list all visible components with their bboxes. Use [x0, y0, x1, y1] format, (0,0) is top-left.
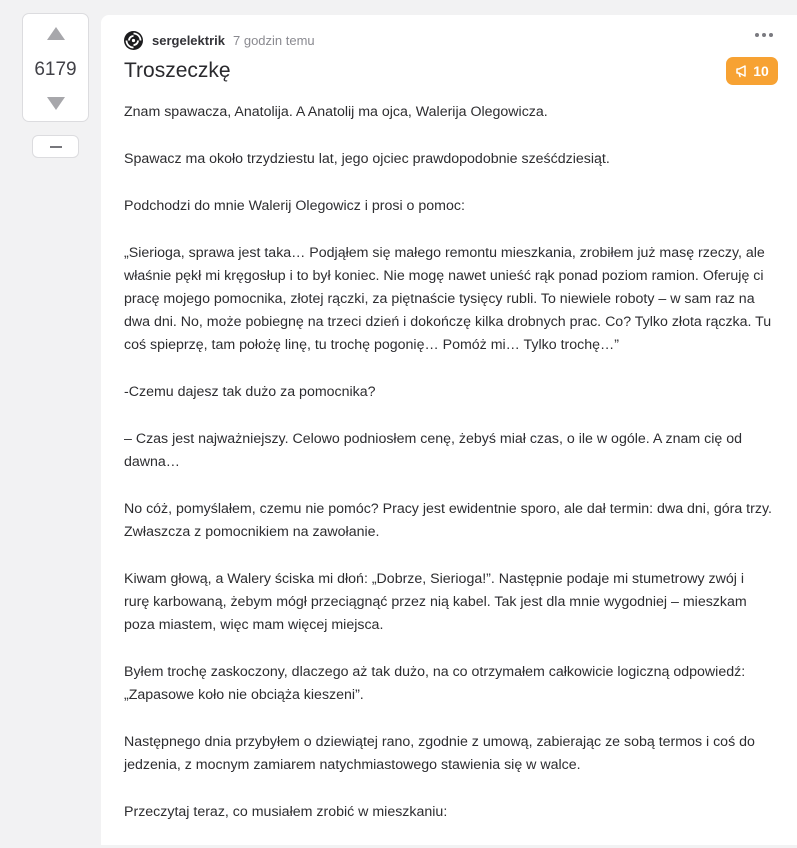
paragraph: „Sierioga, sprawa jest taka… Podjąłem się małego remontu mieszkania, zrobiłem już masę rzeczy, ale właśnie pękł mi kręgosłup i to był koniec. Nie mogę nawet unieść rąk ponad poziom ramion. Oferuję ci pracę mojego pomocnika, złotej rączki, za piętnaście tysięcy rubli. To niewiele roboty – w sam raz na dwa dni. No, może pobiegnę na trzeci dzień i dokończę kilka drobnych prac. Co? Tylko złota rączka. Tu coś spieprzę, tam położę linę, tu trochę pogonię… Pomóż mi… Tylko trochę…”: [124, 245, 772, 353]
paragraph: Następnego dnia przybyłem o dziewiątej rano, zgodnie z umową, zabierając ze sobą termos i coś do jedzenia, z mocnym zamiarem natychmiastowego stawienia się w walce.: [124, 734, 755, 773]
paragraph: No cóż, pomyślałem, czemu nie pomóc? Pracy jest ewidentnie sporo, ale dał termin: dwa dni, góra trzy. Zwłaszcza z pomocnikiem na zawołanie.: [124, 501, 772, 540]
paragraph: Znam spawacza, Anatolija. A Anatolij ma ojca, Walerija Olegowicza.: [124, 104, 548, 120]
paragraph: – Czas jest najważniejszy. Celowo podniosłem cenę, żebyś miał czas, o ile w ogóle. A znam cię od dawna…: [124, 431, 742, 470]
post-header: [124, 30, 315, 50]
megaphone-icon: [735, 64, 749, 78]
vote-widget: [22, 13, 89, 122]
paragraph: Spawacz ma około trzydziestu lat, jego ojciec prawdopodobnie sześćdziesiąt.: [124, 151, 610, 167]
paragraph: Przeczytaj teraz, co musiałem zrobić w mieszkaniu:: [124, 804, 448, 820]
post-time: 7 godzin temu: [233, 32, 315, 48]
dot: [762, 33, 766, 37]
awards-count: 10: [753, 63, 769, 79]
dot: [755, 33, 759, 37]
paragraph: Podchodzi do mnie Walerij Olegowicz i prosi o pomoc:: [124, 198, 465, 214]
post-card: [101, 15, 797, 845]
more-horizontal-icon[interactable]: [755, 33, 773, 37]
collapse-button[interactable]: [32, 135, 79, 158]
triangle-down-icon[interactable]: [47, 97, 65, 110]
vote-count: 6179: [34, 59, 77, 80]
dot: [769, 33, 773, 37]
avatar-swirl-icon[interactable]: [124, 31, 143, 50]
paragraph: Kiwam głową, a Walery ściska mi dłoń: „Dobrze, Sierioga!”. Następnie podaje mi stumetrowy zwój i rurę karbowaną, żebym mógł przeciągnąć przez nią kabel. Tak jest dla mnie wygodniej – mieszkam poza miastem, więc mam więcej miejsca.: [124, 571, 747, 633]
awards-badge[interactable]: [726, 57, 778, 85]
post-title[interactable]: Troszeczkę: [124, 59, 231, 82]
author-name[interactable]: sergelektrik: [152, 32, 225, 48]
paragraph: Byłem trochę zaskoczony, dlaczego aż tak dużo, na co otrzymałem całkowicie logiczną odpowiedź: „Zapasowe koło nie obciąża kieszeni”.: [124, 664, 746, 703]
triangle-up-icon[interactable]: [47, 27, 65, 40]
paragraph: -Czemu dajesz tak dużo za pomocnika?: [124, 384, 376, 400]
minus-icon: [50, 146, 62, 148]
post-body: [124, 101, 772, 848]
